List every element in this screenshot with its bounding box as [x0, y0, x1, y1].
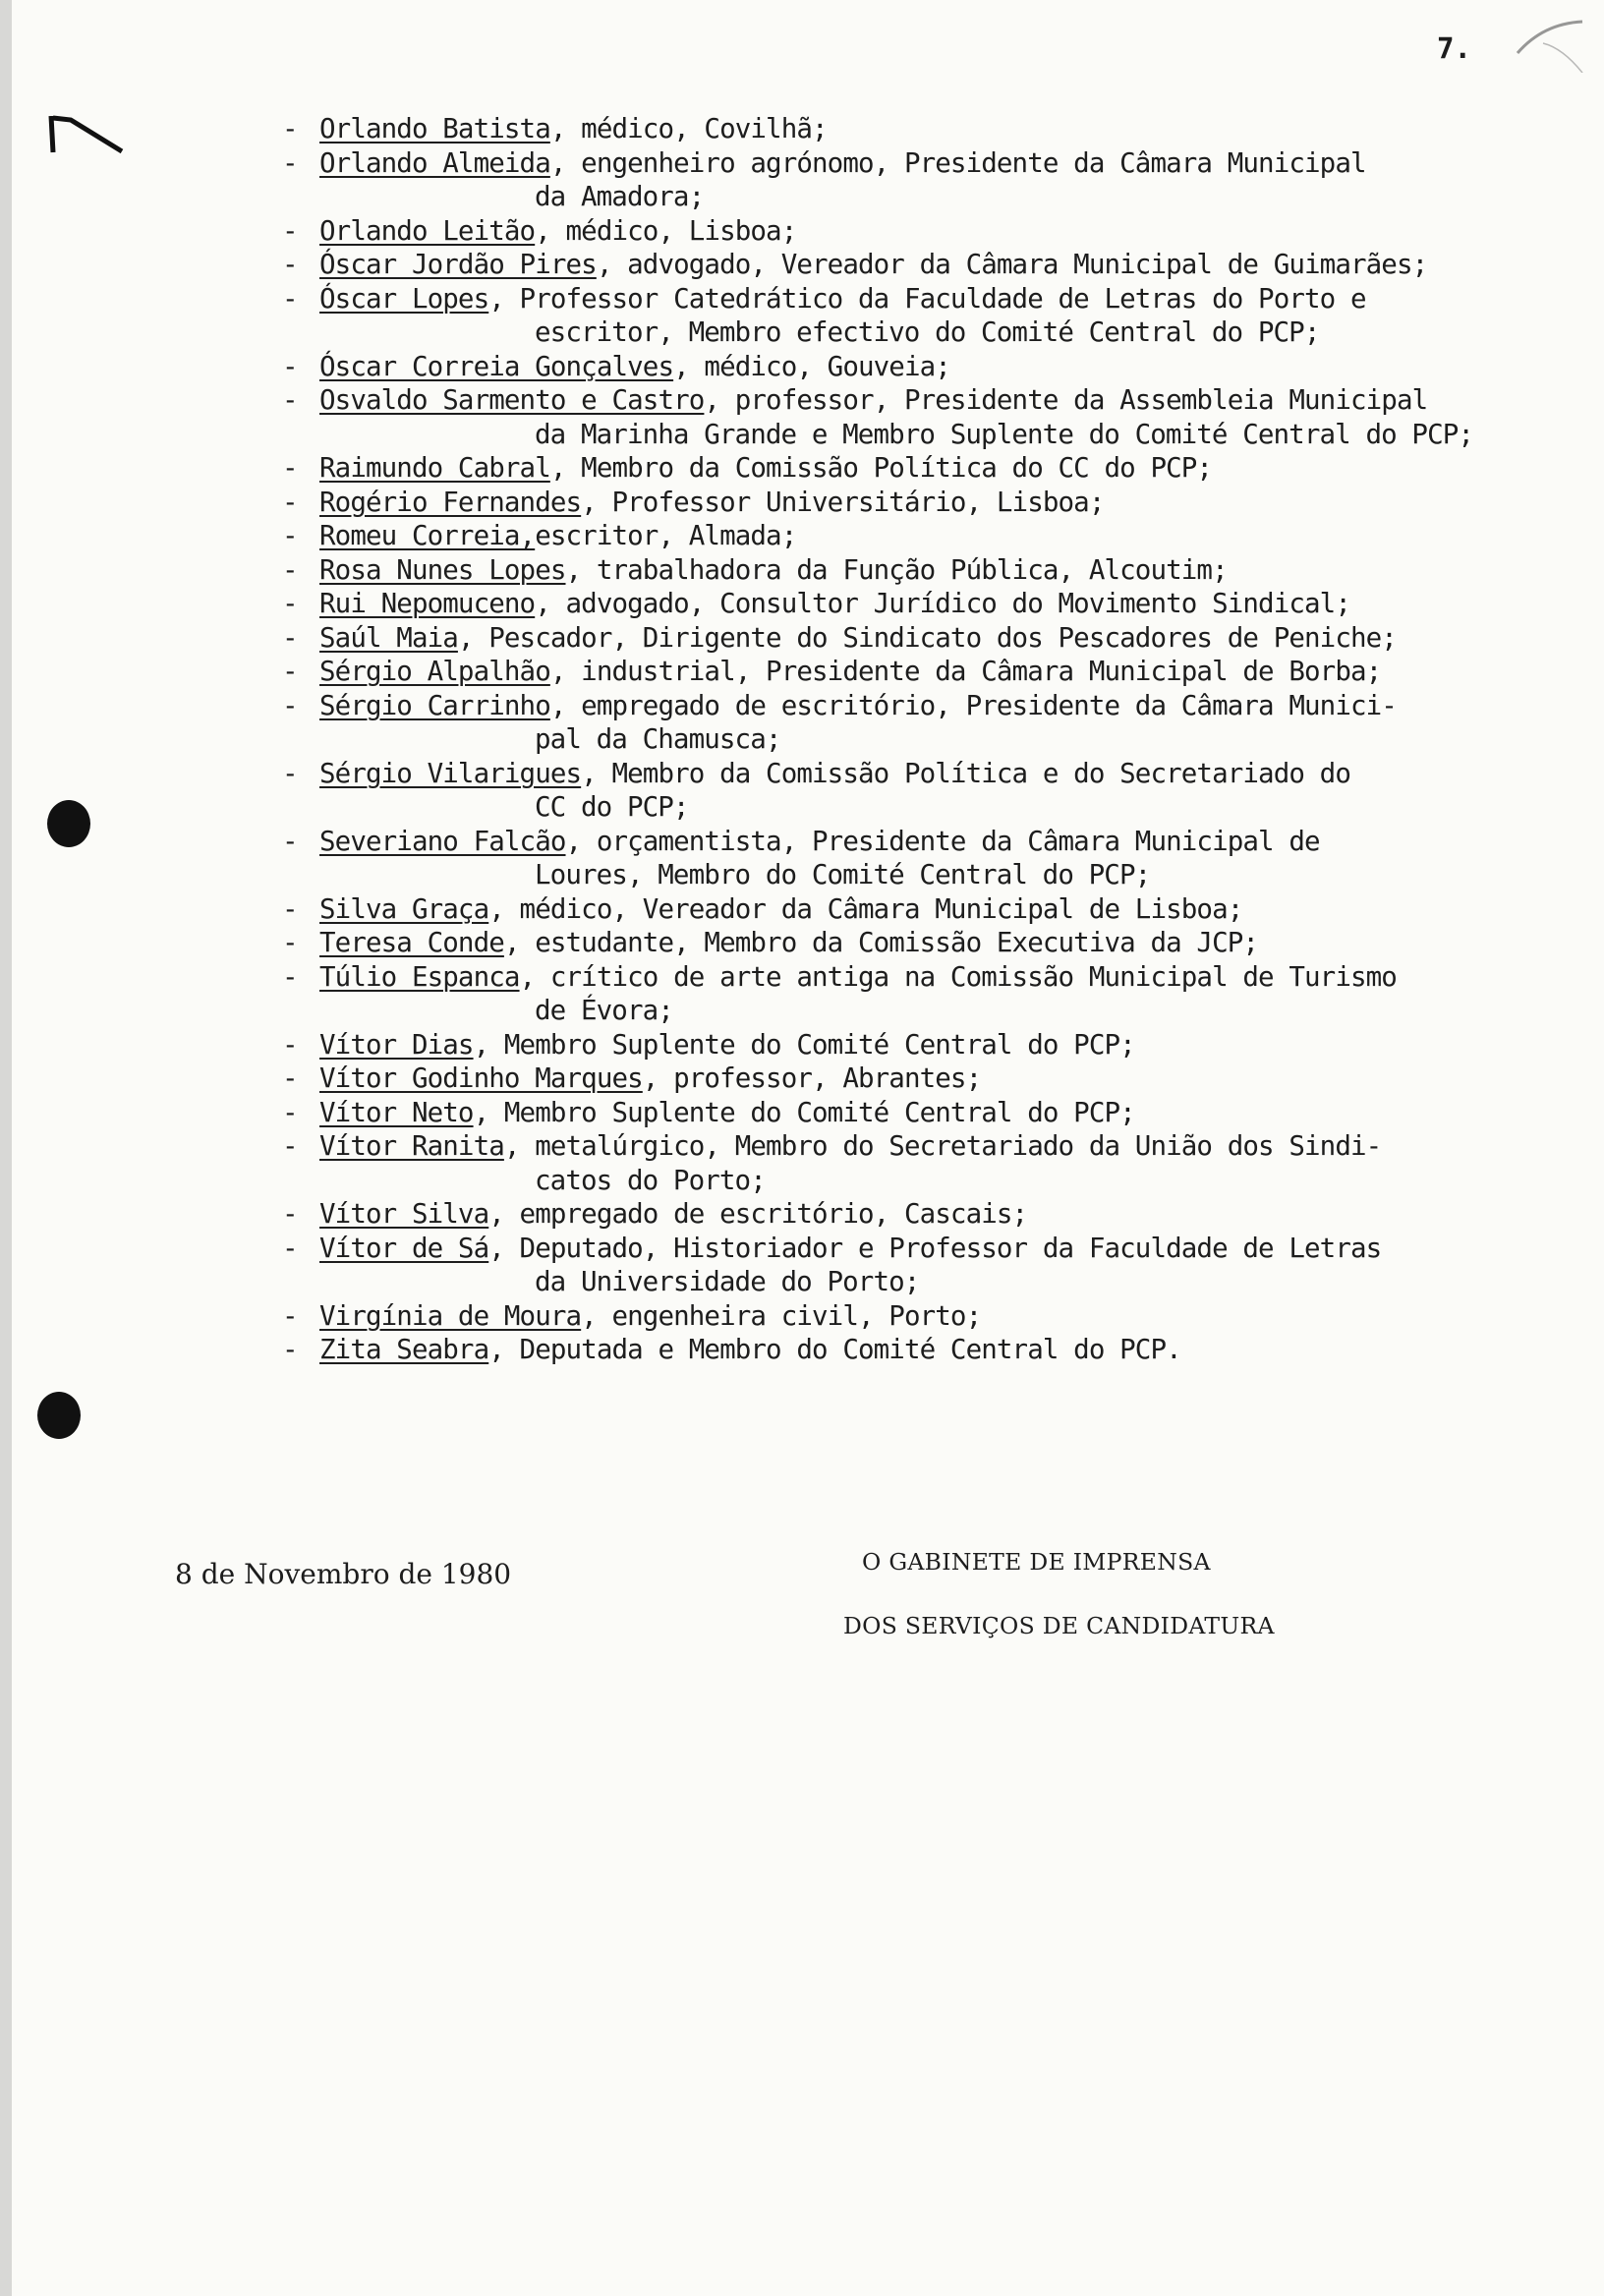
punch-hole — [37, 1392, 81, 1439]
document-date: 8 de Novembro de 1980 — [175, 1558, 512, 1590]
person-name: Osvaldo Sarmento e Castro — [319, 384, 705, 416]
bullet-dash: - — [282, 350, 298, 382]
person-name: Rogério Fernandes — [319, 486, 582, 518]
list-item-first-line — [282, 1334, 1181, 1365]
person-description-continuation: escritor, Membro efectivo do Comité Central do PCP; — [535, 316, 1320, 348]
person-description: , advogado, Vereador da Câmara Municipal de Guimarães; — [596, 249, 1428, 280]
person-description: , trabalhadora da Função Pública, Alcoutim; — [565, 553, 1228, 586]
bullet-dash: - — [282, 927, 298, 958]
person-name: Vítor Godinho Marques — [319, 1062, 643, 1094]
bullet-dash: - — [282, 214, 298, 247]
list-item-first-line — [282, 622, 1397, 654]
bullet-dash: - — [282, 1334, 298, 1365]
person-name: Túlio Espanca — [319, 960, 520, 993]
list-item-first-line — [282, 1198, 1027, 1230]
person-name: Óscar Correia Gonçalves — [319, 350, 674, 382]
list-item — [282, 282, 1589, 350]
bullet-dash: - — [282, 757, 298, 789]
person-name: Vítor Neto — [319, 1096, 474, 1128]
member-list — [282, 112, 1589, 1367]
list-item — [282, 1028, 1589, 1062]
bullet-dash: - — [282, 1028, 298, 1061]
bullet-dash: - — [282, 1299, 298, 1332]
list-item-first-line — [282, 588, 1350, 619]
person-description: , médico, Lisboa; — [535, 214, 797, 247]
list-item-first-line — [282, 554, 1228, 586]
bullet-dash: - — [282, 384, 298, 416]
person-description: , crítico de arte antiga na Comissão Municipal de Turismo — [519, 960, 1397, 993]
person-name: Sérgio Vilarigues — [319, 757, 582, 789]
person-name: Saúl Maia — [319, 621, 458, 654]
list-item-first-line — [282, 113, 828, 144]
person-description: , médico, Vereador da Câmara Municipal de Lisboa; — [488, 892, 1243, 925]
list-item — [282, 519, 1589, 553]
person-description-continuation: CC do PCP; — [535, 791, 689, 823]
list-item — [282, 1333, 1589, 1367]
list-item-first-line — [282, 826, 1320, 857]
bullet-dash: - — [282, 621, 298, 654]
list-item — [282, 655, 1589, 689]
list-item — [282, 350, 1589, 384]
scan-edge — [0, 0, 12, 2296]
list-item-first-line — [282, 961, 1397, 993]
list-item — [282, 1299, 1589, 1334]
issuer-line-1: O GABINETE DE IMPRENSA — [862, 1548, 1211, 1576]
list-item-first-line — [282, 487, 1105, 518]
person-description: , Membro da Comissão Política e do Secretariado do — [581, 757, 1350, 789]
corner-mark-icon — [43, 108, 132, 167]
person-description: , metalúrgico, Membro do Secretariado da União dos Sindi- — [503, 1130, 1382, 1162]
list-item-first-line — [282, 351, 950, 382]
punch-hole — [47, 800, 90, 847]
bullet-dash: - — [282, 689, 298, 721]
person-name: Rui Nepomuceno — [319, 588, 536, 619]
list-item-first-line — [282, 893, 1242, 925]
person-description: , Professor Catedrático da Faculdade de Letras do Porto e — [488, 282, 1366, 315]
list-item — [282, 451, 1589, 486]
bullet-dash: - — [282, 282, 298, 315]
list-item-first-line — [282, 147, 1366, 179]
person-name: Zita Seabra — [319, 1334, 489, 1365]
person-description: , industrial, Presidente da Câmara Municipal de Borba; — [549, 656, 1382, 687]
list-item — [282, 825, 1589, 892]
person-description: , Deputada e Membro do Comité Central do PCP. — [488, 1334, 1181, 1365]
list-item — [282, 486, 1589, 520]
person-name: Teresa Conde — [319, 927, 504, 958]
list-item-first-line — [282, 1233, 1381, 1264]
person-description-continuation: da Amadora; — [535, 181, 705, 212]
person-name: Vítor de Sá — [319, 1232, 489, 1264]
list-item-first-line — [282, 384, 1427, 416]
person-name: Orlando Batista — [319, 113, 550, 144]
corner-smudge-icon — [1514, 14, 1592, 73]
list-item — [282, 621, 1589, 656]
bullet-dash: - — [282, 553, 298, 586]
list-item — [282, 757, 1589, 825]
list-item — [282, 383, 1589, 451]
bullet-dash: - — [282, 892, 298, 925]
list-item-first-line — [282, 758, 1350, 789]
person-name: Raimundo Cabral — [319, 452, 550, 484]
bullet-dash: - — [282, 146, 298, 179]
person-description: , orçamentista, Presidente da Câmara Municipal de — [565, 825, 1320, 857]
list-item — [282, 112, 1589, 146]
list-item-first-line — [282, 690, 1397, 721]
person-name: Vítor Dias — [319, 1028, 474, 1061]
person-name: Orlando Almeida — [319, 146, 550, 179]
list-item — [282, 248, 1589, 282]
list-item — [282, 214, 1589, 249]
person-description: , professor, Abrantes; — [642, 1062, 982, 1094]
bullet-dash: - — [282, 113, 298, 144]
person-description: , professor, Presidente da Assembleia Municipal — [704, 384, 1428, 416]
person-description-continuation: pal da Chamusca; — [535, 723, 781, 755]
person-description: escritor, Almada; — [535, 520, 797, 551]
person-description: , empregado de escritório, Cascais; — [488, 1198, 1028, 1230]
bullet-dash: - — [282, 486, 298, 518]
list-item — [282, 926, 1589, 960]
person-description: , advogado, Consultor Jurídico do Movimento Sindical; — [535, 588, 1350, 619]
person-name: Virgínia de Moura — [319, 1299, 582, 1332]
bullet-dash: - — [282, 1232, 298, 1264]
list-item-first-line — [282, 927, 1258, 958]
bullet-dash: - — [282, 452, 298, 484]
person-description: , Membro Suplente do Comité Central do PCP; — [473, 1028, 1135, 1061]
person-description: , engenheira civil, Porto; — [581, 1299, 982, 1332]
person-description-continuation: da Universidade do Porto; — [535, 1266, 920, 1297]
person-name: Óscar Jordão Pires — [319, 249, 597, 280]
list-item — [282, 960, 1589, 1028]
list-item — [282, 553, 1589, 588]
bullet-dash: - — [282, 960, 298, 993]
list-item-first-line — [282, 249, 1427, 280]
bullet-dash: - — [282, 1096, 298, 1128]
person-description: , Membro Suplente do Comité Central do PCP; — [473, 1096, 1135, 1128]
list-item — [282, 892, 1589, 927]
person-name: Orlando Leitão — [319, 214, 536, 247]
person-name: Rosa Nunes Lopes — [319, 553, 566, 586]
person-description: , Membro da Comissão Política do CC do PCP; — [549, 452, 1213, 484]
person-description: , Professor Universitário, Lisboa; — [581, 486, 1105, 518]
list-item-first-line — [282, 283, 1366, 315]
person-description: , empregado de escritório, Presidente da Câmara Munici- — [549, 689, 1397, 721]
list-item — [282, 1197, 1589, 1232]
list-item-first-line — [282, 656, 1381, 687]
person-description-continuation: de Évora; — [535, 995, 673, 1026]
bullet-dash: - — [282, 249, 298, 280]
list-item — [282, 1062, 1589, 1096]
list-item-first-line — [282, 1062, 981, 1094]
person-description: , Deputado, Historiador e Professor da Faculdade de Letras — [488, 1232, 1382, 1264]
bullet-dash: - — [282, 1062, 298, 1094]
bullet-dash: - — [282, 588, 298, 619]
person-description: , médico, Covilhã; — [549, 113, 828, 144]
person-name: Sérgio Alpalhão — [319, 656, 550, 687]
person-description: , médico, Gouveia; — [673, 350, 950, 382]
person-name: Sérgio Carrinho — [319, 689, 550, 721]
bullet-dash: - — [282, 1130, 298, 1162]
person-name: Severiano Falcão — [319, 825, 566, 857]
person-description: , Pescador, Dirigente do Sindicato dos Pescadores de Peniche; — [457, 621, 1397, 654]
person-description-continuation: catos do Porto; — [535, 1164, 766, 1196]
list-item-first-line — [282, 1300, 981, 1332]
bullet-dash: - — [282, 825, 298, 857]
list-item — [282, 146, 1589, 214]
person-name: Óscar Lopes — [319, 282, 489, 315]
list-item-first-line — [282, 1130, 1381, 1162]
person-name: Vítor Silva — [319, 1198, 489, 1230]
list-item — [282, 689, 1589, 757]
list-item-first-line — [282, 1029, 1135, 1061]
list-item-first-line — [282, 452, 1212, 484]
list-item-first-line — [282, 215, 796, 247]
person-name: Romeu Correia, — [319, 520, 536, 551]
person-name: Vítor Ranita — [319, 1130, 504, 1162]
list-item — [282, 1129, 1589, 1197]
person-description: , estudante, Membro da Comissão Executiva da JCP; — [503, 927, 1259, 958]
list-item-first-line — [282, 520, 796, 551]
bullet-dash: - — [282, 520, 298, 551]
person-description-continuation: da Marinha Grande e Membro Suplente do Comité Central do PCP; — [535, 418, 1474, 450]
page-number: 7. — [1437, 31, 1471, 65]
person-description-continuation: Loures, Membro do Comité Central do PCP; — [535, 859, 1151, 890]
bullet-dash: - — [282, 656, 298, 687]
issuer-line-2: DOS SERVIÇOS DE CANDIDATURA — [843, 1612, 1275, 1639]
bullet-dash: - — [282, 1198, 298, 1230]
list-item — [282, 1096, 1589, 1130]
person-name: Silva Graça — [319, 892, 489, 925]
person-description: , engenheiro agrónomo, Presidente da Câmara Municipal — [549, 146, 1366, 179]
list-item — [282, 587, 1589, 621]
list-item — [282, 1232, 1589, 1299]
list-item-first-line — [282, 1097, 1135, 1128]
